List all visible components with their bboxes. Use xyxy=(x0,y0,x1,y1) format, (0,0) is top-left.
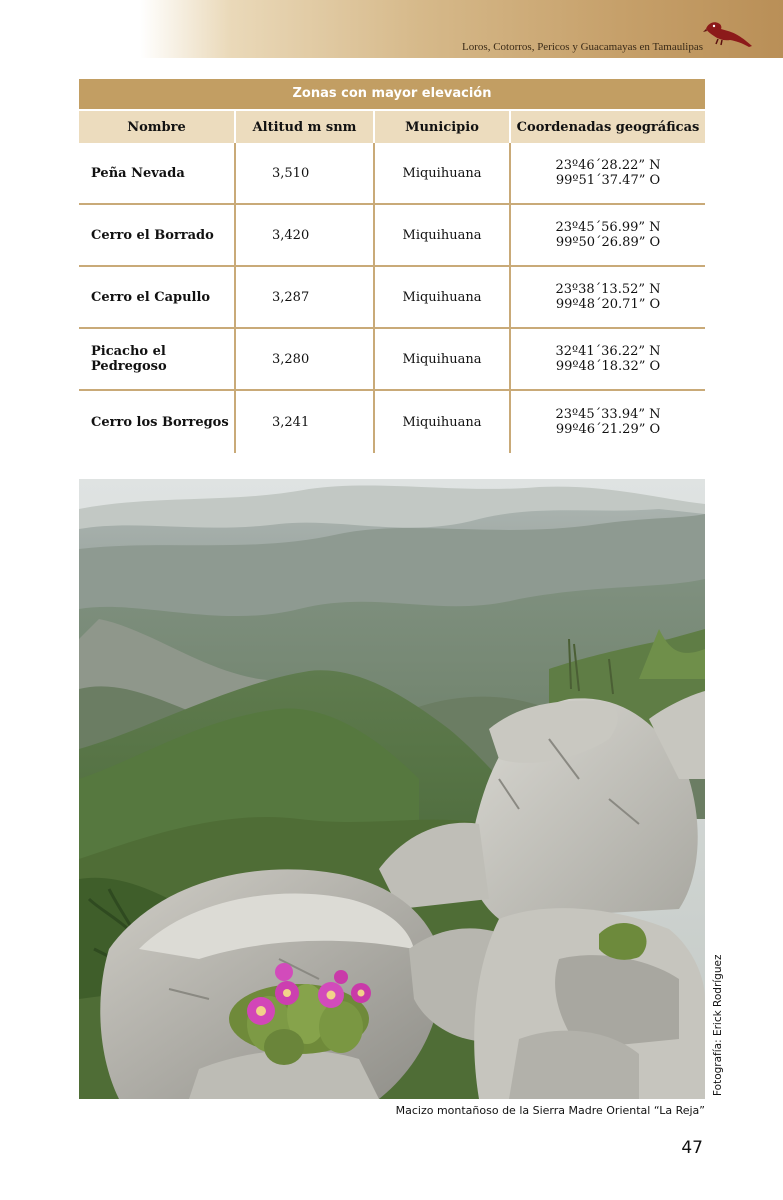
column-header-name: Nombre xyxy=(79,111,236,143)
cell-municipality: Miquihuana xyxy=(375,329,511,389)
parrot-icon xyxy=(702,17,754,51)
cell-coordinates xyxy=(511,391,705,453)
column-header-coordinates: Coordenadas geográficas xyxy=(516,119,700,135)
cell-coordinates xyxy=(511,205,705,265)
cell-altitude: 3,510 xyxy=(236,143,375,203)
table-row xyxy=(79,143,705,205)
cell-altitude: 3,287 xyxy=(236,267,375,327)
cell-name: Picacho el Pedregoso xyxy=(79,329,236,389)
column-header-altitude: Altitud m snm xyxy=(236,111,375,143)
coordinate-latitude: 23º45´33.94” N xyxy=(555,407,661,422)
cell-name: Cerro los Borregos xyxy=(79,391,236,453)
column-header-municipality: Municipio xyxy=(375,111,511,143)
table-row xyxy=(79,329,705,391)
photo-credit: Fotografía: Erick Rodríguez xyxy=(712,954,724,1096)
page-number: 47 xyxy=(681,1138,703,1158)
coordinate-latitude: 23º45´56.99” N xyxy=(555,220,661,235)
coordinate-latitude: 32º41´36.22” N xyxy=(555,344,661,359)
cell-name: Cerro el Borrado xyxy=(79,205,236,265)
elevation-table xyxy=(79,79,705,453)
cell-municipality: Miquihuana xyxy=(375,143,511,203)
coordinate-longitude: 99º46´21.29” O xyxy=(555,422,661,437)
table-row xyxy=(79,205,705,267)
table-row xyxy=(79,391,705,453)
landscape-illustration xyxy=(79,479,705,1099)
coordinate-latitude: 23º38´13.52” N xyxy=(555,282,661,297)
cell-name: Cerro el Capullo xyxy=(79,267,236,327)
cell-coordinates xyxy=(511,329,705,389)
cell-coordinates xyxy=(511,143,705,203)
cell-name: Peña Nevada xyxy=(79,143,236,203)
coordinate-longitude: 99º50´26.89” O xyxy=(555,235,661,250)
table-row xyxy=(79,267,705,329)
running-header-title: Loros, Cotorros, Pericos y Guacamayas en Tamaulipas xyxy=(462,41,703,53)
cell-altitude: 3,280 xyxy=(236,329,375,389)
cell-municipality: Miquihuana xyxy=(375,391,511,453)
cell-altitude: 3,241 xyxy=(236,391,375,453)
cell-altitude: 3,420 xyxy=(236,205,375,265)
coordinate-latitude: 23º46´28.22” N xyxy=(555,158,661,173)
mountain-landscape-photo xyxy=(79,479,705,1099)
coordinate-longitude: 99º48´20.71” O xyxy=(555,297,661,312)
table-header-row xyxy=(79,109,705,143)
coordinate-longitude: 99º51´37.47” O xyxy=(555,173,661,188)
cell-municipality: Miquihuana xyxy=(375,267,511,327)
coordinate-longitude: 99º48´18.32” O xyxy=(555,359,661,374)
cell-coordinates xyxy=(511,267,705,327)
photo-caption: Macizo montañoso de la Sierra Madre Oriental “La Reja” xyxy=(395,1104,705,1117)
cell-municipality: Miquihuana xyxy=(375,205,511,265)
table-title: Zonas con mayor elevación xyxy=(79,79,705,109)
